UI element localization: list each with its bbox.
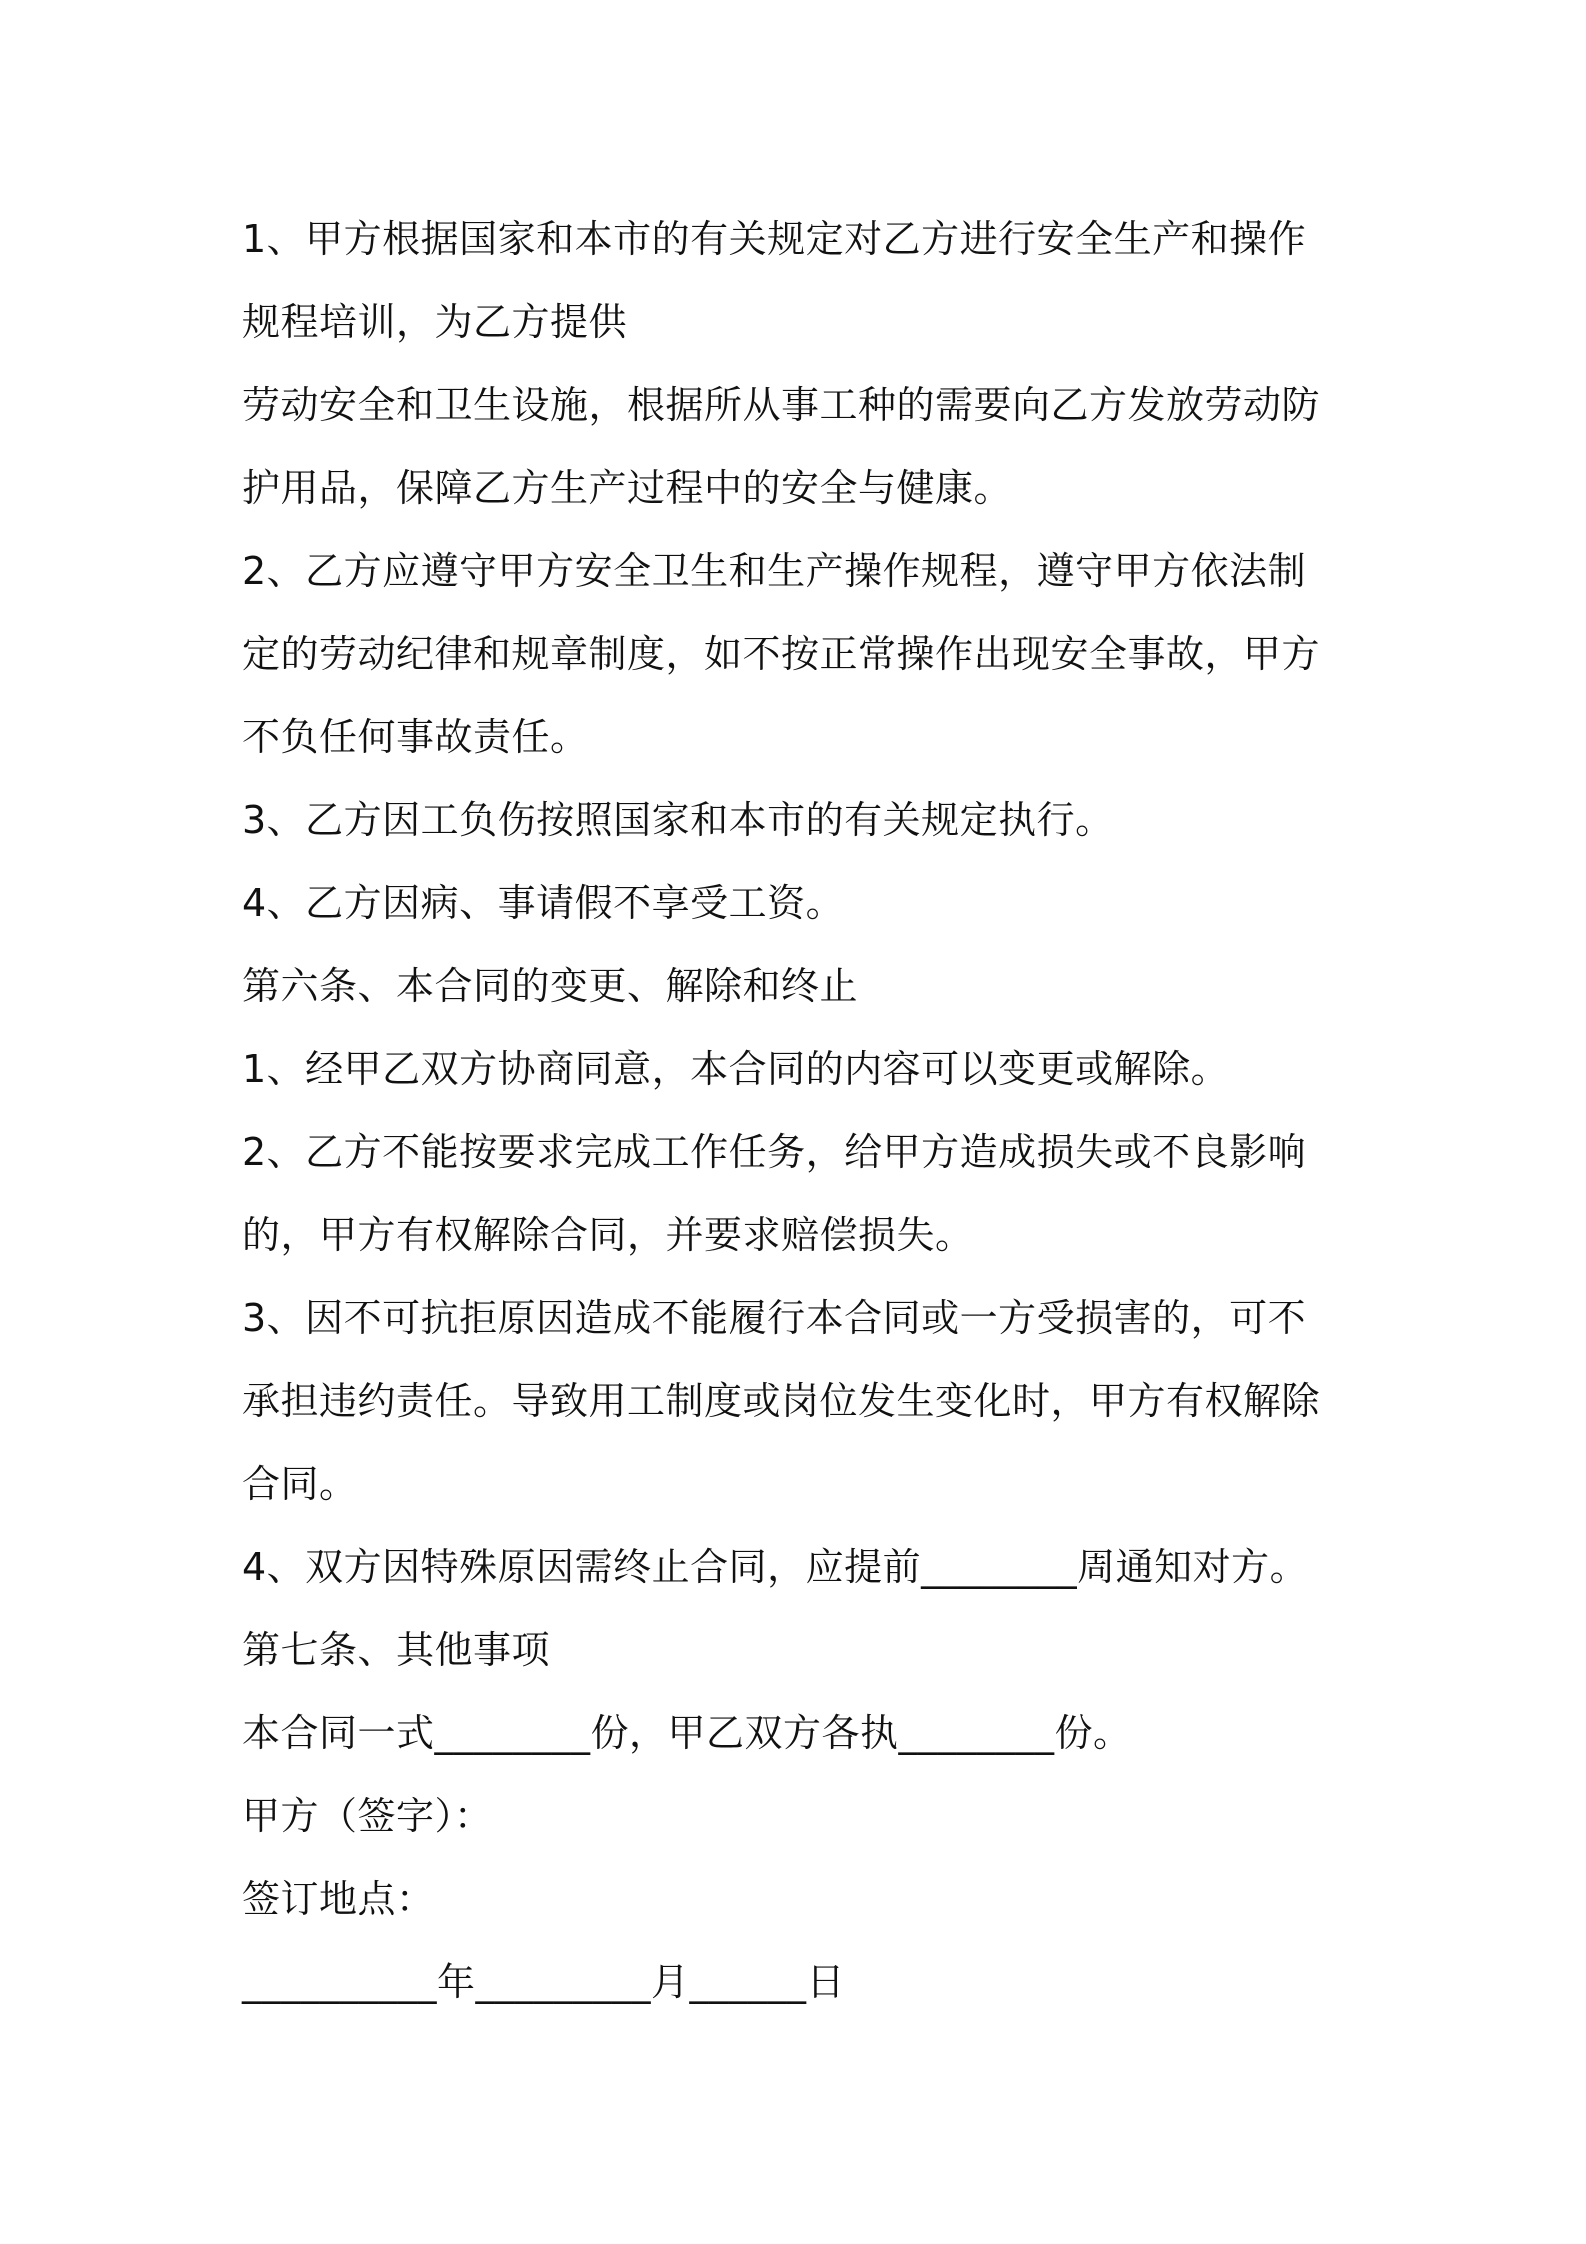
article-6-heading: 第六条、本合同的变更、解除和终止 [242, 964, 859, 1008]
clause-5-4: 4、乙方因病、事请假不享受工资。 [242, 881, 845, 925]
clause-5-2-line-2: 定的劳动纪律和规章制度，如不按正常操作出现安全事故，甲方 [242, 632, 1321, 676]
clause-6-2-line-2: 的，甲方有权解除合同，并要求赔偿损失。 [242, 1213, 974, 1257]
clause-5-1-line-1: 1、甲方根据国家和本市的有关规定对乙方进行安全生产和操作 [242, 217, 1307, 261]
clause-5-2-line-1: 2、乙方应遵守甲方安全卫生和生产操作规程，遵守甲方依法制 [242, 549, 1307, 593]
clause-5-2-line-3: 不负任何事故责任。 [242, 715, 589, 759]
clause-6-4: 4、双方因特殊原因需终止合同，应提前________周通知对方。 [242, 1545, 1309, 1589]
clause-6-3-line-3: 合同。 [242, 1462, 358, 1506]
copies-clause: 本合同一式________份，甲乙双方各执________份。 [242, 1711, 1132, 1755]
clause-6-3-line-2: 承担违约责任。导致用工制度或岗位发生变化时，甲方有权解除 [242, 1379, 1321, 1423]
clause-6-1: 1、经甲乙双方协商同意，本合同的内容可以变更或解除。 [242, 1047, 1230, 1091]
clause-6-2-line-1: 2、乙方不能按要求完成工作任务，给甲方造成损失或不良影响 [242, 1130, 1307, 1174]
clause-5-1-line-4: 护用品，保障乙方生产过程中的安全与健康。 [242, 466, 1013, 510]
clause-6-3-line-1: 3、因不可抗拒原因造成不能履行本合同或一方受损害的，可不 [242, 1296, 1307, 1340]
contract-body [242, 198, 1362, 2024]
party-a-signature: 甲方（签字）： [242, 1794, 493, 1838]
article-7-heading: 第七条、其他事项 [242, 1628, 551, 1672]
date-line: __________年_________月______日 [242, 1960, 846, 2004]
signing-location: 签订地点： [242, 1877, 435, 1921]
clause-5-1-line-2: 规程培训，为乙方提供 [242, 300, 628, 344]
clause-5-1-line-3: 劳动安全和卫生设施，根据所从事工种的需要向乙方发放劳动防 [242, 383, 1321, 427]
clause-5-3: 3、乙方因工负伤按照国家和本市的有关规定执行。 [242, 798, 1114, 842]
